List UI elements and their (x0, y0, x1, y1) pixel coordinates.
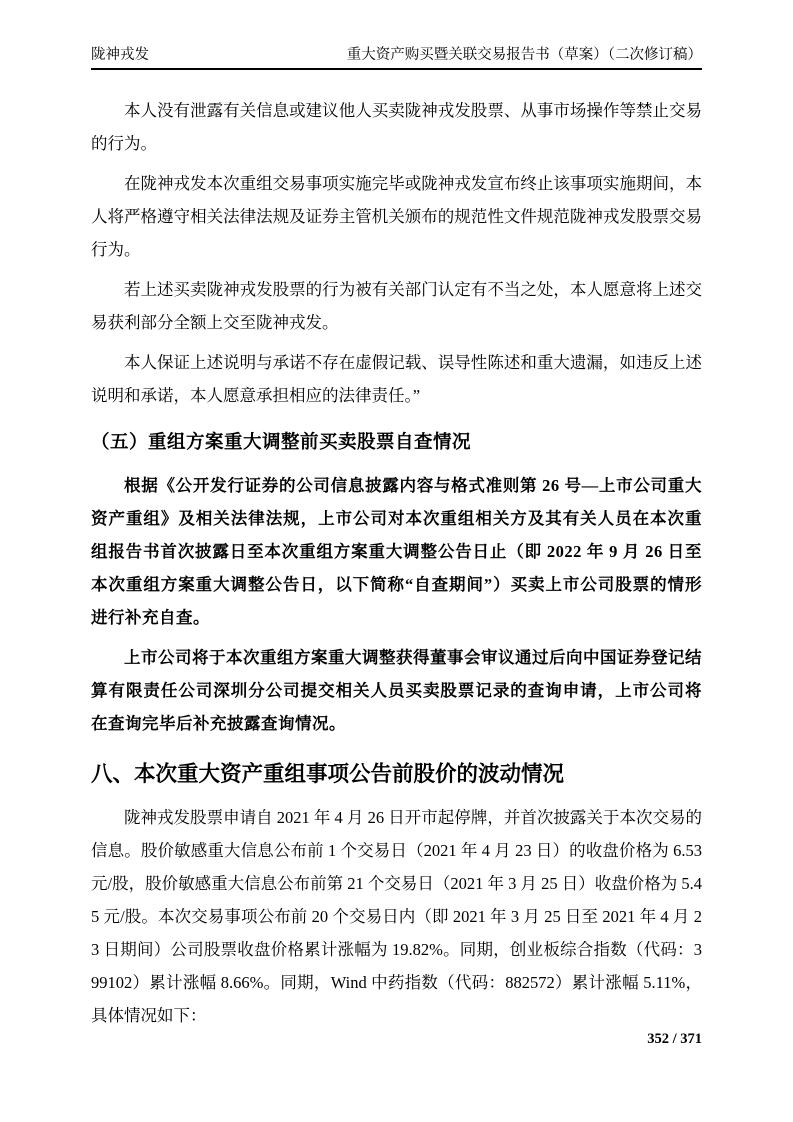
header-company-name: 陇神戎发 (91, 47, 149, 63)
page-header (91, 46, 702, 70)
page-number: 352 / 371 (647, 1031, 702, 1047)
section-8-heading: 八、本次重大资产重组事项公告前股价的波动情况 (91, 762, 565, 786)
paragraph-query-application: 上市公司将于本次重组方案重大调整获得董事会审议通过后向中国证券登记结算有限责任公司深圳分公司提交相关人员买卖股票记录的查询申请，上市公司将在查询完毕后补充披露查询情况。 (91, 648, 702, 733)
section-5-heading: （五）重组方案重大调整前买卖股票自查情况 (91, 433, 472, 453)
document-body (91, 94, 702, 1032)
header-document-title: 重大资产购买暨关联交易报告书（草案）（二次修订稿） (346, 47, 702, 63)
paragraph-stock-price-fluctuation: 陇神戎发股票申请自 2021 年 4 月 26 日开市起停牌，并首次披露关于本次交易的信息。股价敏感重大信息公布前 1 个交易日（2021 年 4 月 23 日）的收盘价格为 6.53 元/股，股价敏感重大信息公布前第 21 个交易日（2021 年 3 月 25 日）收盘价格为 5.45 元/股。本次交易事项公布前 20 个交易日内（即 2021 年 3 月 25 日至 2021 年 4 月 23 日期间）公司股票收盘价格累计涨幅为 19.82%。同期，创业板综合指数（代码：399102）累计涨幅 8.66%。同期，Wind 中药指数（代码：882572）累计涨幅 5.11%，具体情况如下： (91, 808, 702, 1025)
paragraph-no-leak-statement: 本人没有泄露有关信息或建议他人买卖陇神戎发股票、从事市场操作等禁止交易的行为。 (91, 101, 702, 153)
paragraph-self-inspection-basis: 根据《公开发行证券的公司信息披露内容与格式准则第 26 号—上市公司重大资产重组》及相关法律法规，上市公司对本次重组相关方及其有关人员在本次重组报告书首次披露日至本次重组方案重大调整公告日止（即 2022 年 9 月 26 日至本次重组方案重大调整公告日，以下简称“自查期间”）买卖上市公司股票的情形进行补充自查。 (91, 476, 702, 627)
paragraph-guarantee-statement: 本人保证上述说明与承诺不存在虚假记载、误导性陈述和重大遗漏，如违反上述说明和承诺，本人愿意承担相应的法律责任。” (91, 353, 702, 405)
paragraph-profit-surrender-statement: 若上述买卖陇神戎发股票的行为被有关部门认定有不当之处，本人愿意将上述交易获利部分全额上交至陇神戎发。 (91, 280, 702, 332)
paragraph-compliance-statement: 在陇神戎发本次重组交易事项实施完毕或陇神戎发宣布终止该事项实施期间，本人将严格遵守相关法律法规及证券主管机关颁布的规范性文件规范陇神戎发股票交易行为。 (91, 174, 702, 259)
